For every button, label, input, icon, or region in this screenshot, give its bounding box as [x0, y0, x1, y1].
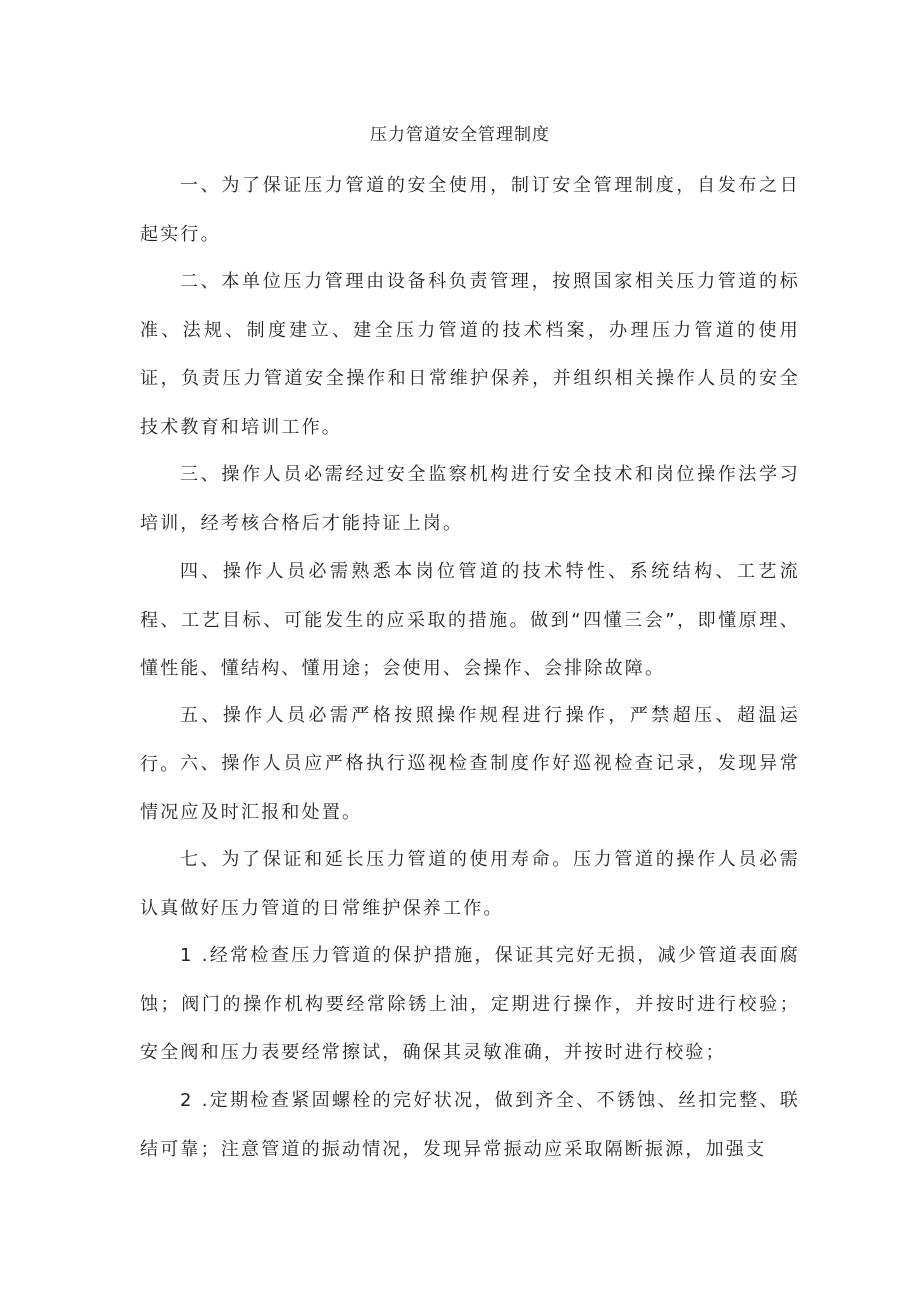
paragraph-item-2: 2 .定期检查紧固螺栓的完好状况，做到齐全、不锈蚀、丝扣完整、联结可靠；注意管道的振动情况，发现异常振动应采取隔断振源，加强支 — [140, 1090, 800, 1160]
paragraph-7: 七、为了保证和延长压力管道的使用寿命。压力管道的操作人员必需认真做好压力管道的日常维护保养工作。 — [140, 849, 800, 919]
paragraph-4: 四、操作人员必需熟悉本岗位管道的技术特性、系统结构、工艺流程、工艺目标、可能发生的应采取的措施。做到“四懂三会”，即懂原理、懂性能、懂结构、懂用途；会使用、会操作、会排除故障。 — [140, 561, 800, 679]
paragraph-2: 二、本单位压力管理由设备科负责管理，按照国家相关压力管道的标准、法规、制度建立、建全压力管道的技术档案，办理压力管道的使用证，负责压力管道安全操作和日常维护保养，并组织相关操作人员的安全技术教育和培训工作。 — [140, 271, 800, 438]
document-title: 压力管道安全管理制度 — [370, 125, 550, 145]
paragraph-6: 六、操作人员应严格执行巡视检查制度作好巡视检查记录，发现异常情况应及时汇报和处置。 — [140, 753, 800, 823]
paragraph-item-1: 1 .经常检查压力管道的保护措施，保证其完好无损，减少管道表面腐蚀；阀门的操作机构要经常除锈上油，定期进行操作，并按时进行校验；安全阀和压力表要经常擦试，确保其灵敏准确，并按时进行校验； — [140, 945, 800, 1063]
paragraph-3: 三、操作人员必需经过安全监察机构进行安全技术和岗位操作法学习培训，经考核合格后才能持证上岗。 — [140, 464, 800, 534]
paragraph-5: 五、操作人员必需严格按照操作规程进行操作，严禁超压、超温运行。 — [140, 705, 800, 775]
paragraph-1: 一、为了保证压力管道的安全使用，制订安全管理制度，自发布之日起实行。 — [140, 175, 800, 245]
